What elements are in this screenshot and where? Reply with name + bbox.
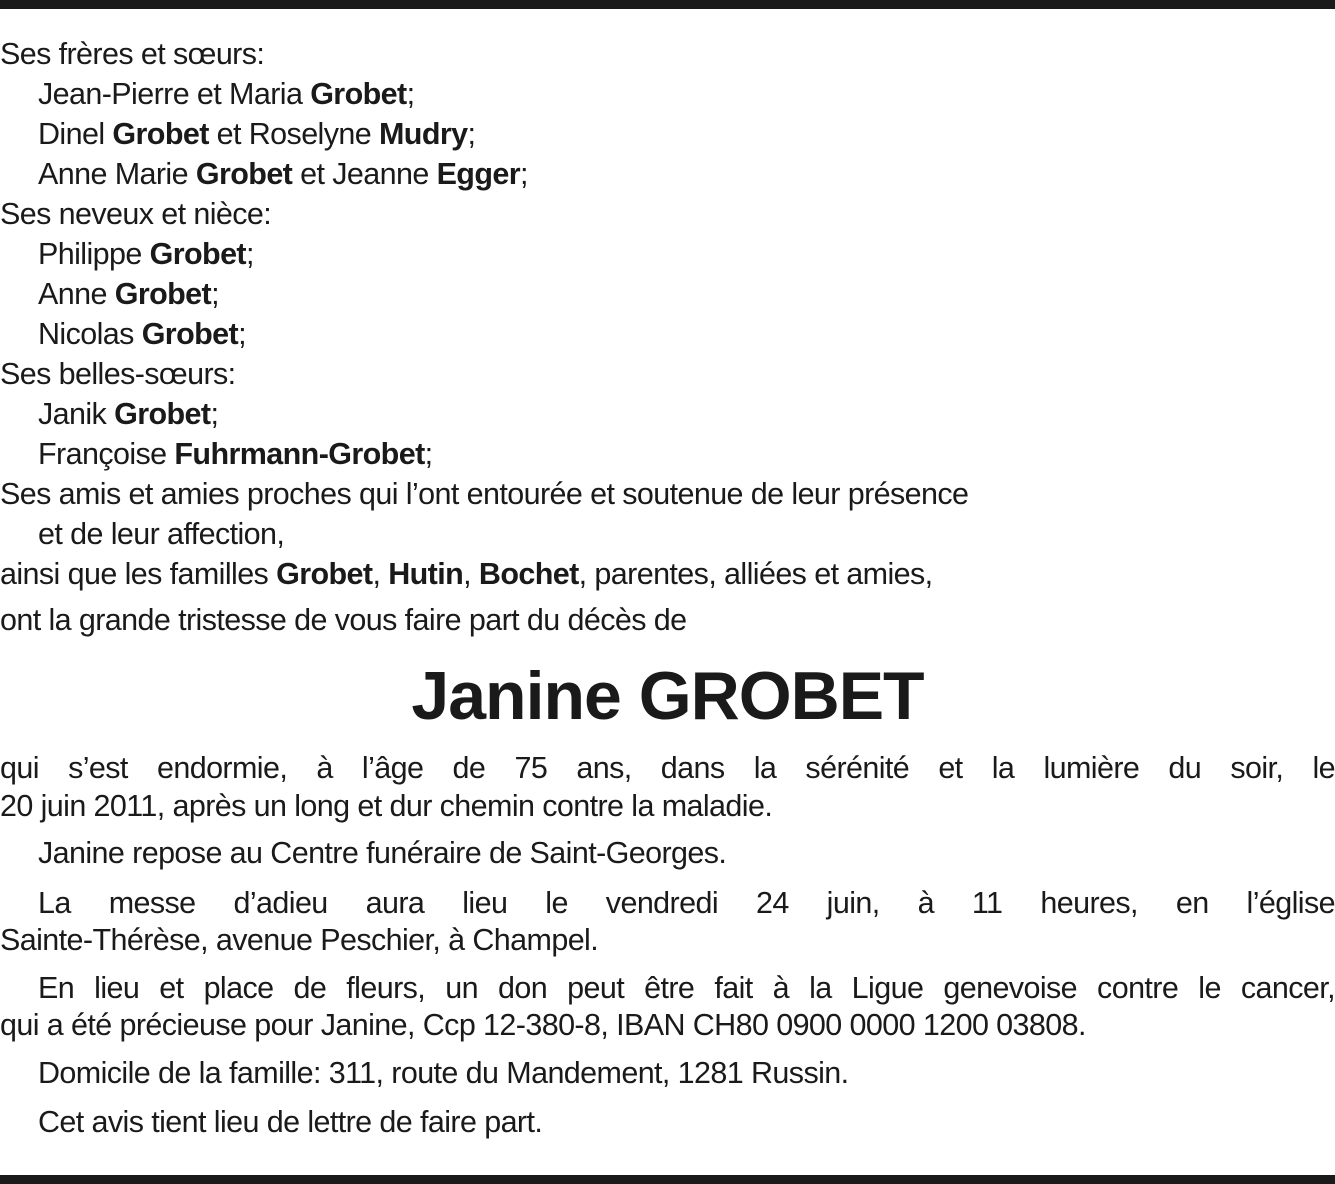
given-name: Nicolas — [38, 317, 134, 351]
nephews-heading: Ses neveux et nièce: — [0, 197, 272, 231]
surname: Grobet — [195, 157, 293, 191]
given-name: Philippe — [38, 237, 142, 271]
connector: et Jeanne — [300, 157, 429, 191]
given-names: Dinel — [38, 117, 105, 151]
closing-line: Cet avis tient lieu de lettre de faire part. — [38, 1105, 543, 1139]
domicile-line: Domicile de la famille: 311, route du Mandement, 1281 Russin. — [38, 1055, 849, 1090]
closing-paragraph — [0, 1104, 1335, 1142]
rest-paragraph — [0, 835, 1335, 873]
mass-paragraph — [0, 885, 1335, 960]
donation-line: qui a été précieuse pour Janine, Ccp 12-380-8, IBAN CH80 0900 0000 1200 03808. — [0, 1008, 1086, 1042]
rest-line: Janine repose au Centre funéraire de Saint-Georges. — [38, 836, 727, 870]
nephew-entry — [0, 234, 1335, 274]
sisters-in-law-heading: Ses belles-sœurs: — [0, 357, 236, 391]
surname: Fuhrmann-Grobet — [174, 437, 425, 471]
punctuation: ; — [238, 317, 246, 351]
sister-in-law-entry — [0, 434, 1335, 474]
domicile-paragraph — [0, 1055, 1335, 1093]
announcement: ont la grande tristesse de vous faire part du décès de — [0, 603, 687, 637]
family-name: Bochet — [478, 557, 579, 591]
surname: Mudry — [378, 117, 468, 151]
mass-line: La messe d’adieu aura lieu le vendredi 24 juin, à 11 heures, en l’église — [38, 885, 1335, 920]
surname: Grobet — [114, 397, 211, 431]
death-paragraph — [0, 750, 1335, 825]
punctuation: , — [463, 557, 472, 591]
mass-line: Sainte-Thérèse, avenue Peschier, à Champel. — [0, 923, 599, 957]
punctuation: ; — [245, 237, 254, 271]
given-name: Janik — [38, 397, 107, 431]
surname: Grobet — [310, 77, 407, 111]
connector: et Roselyne — [216, 117, 372, 151]
obituary-notice — [0, 34, 1335, 1154]
given-names: Anne Marie — [38, 157, 188, 191]
nephew-entry — [0, 314, 1335, 354]
given-name: Anne — [38, 277, 107, 311]
surname: Egger — [436, 157, 520, 191]
punctuation: ; — [424, 437, 433, 471]
family-name: Grobet — [276, 557, 373, 591]
bottom-rule — [0, 1175, 1335, 1184]
death-line: 20 juin 2011, après un long et dur chemin contre la maladie. — [0, 788, 773, 823]
sibling-entry — [0, 74, 1335, 114]
punctuation: ; — [211, 277, 219, 311]
nephew-entry — [0, 274, 1335, 314]
families-prefix: ainsi que les familles — [0, 557, 269, 591]
families-suffix: , parentes, alliées et amies, — [578, 557, 933, 591]
sister-in-law-entry — [0, 394, 1335, 434]
deceased-name: Janine GROBET — [411, 658, 924, 734]
donation-paragraph — [0, 970, 1335, 1045]
siblings-heading: Ses frères et sœurs: — [0, 37, 265, 71]
families-line — [0, 554, 1335, 594]
donation-line: En lieu et place de fleurs, un don peut être fait à la Ligue genevoise contre le cancer, — [38, 970, 1335, 1005]
friends-line: Ses amis et amies proches qui l’ont entourée et soutenue de leur présence — [0, 477, 969, 511]
punctuation: ; — [520, 157, 528, 191]
given-name: Françoise — [38, 437, 167, 471]
friends-line-continued: et de leur affection, — [38, 517, 285, 551]
punctuation: ; — [467, 117, 476, 151]
death-line: qui s’est endormie, à l’âge de 75 ans, dans la sérénité et la lumière du soir, le — [0, 751, 1335, 785]
surname: Grobet — [114, 277, 212, 311]
surname: Grobet — [149, 237, 246, 271]
sibling-entry — [0, 154, 1335, 194]
top-rule — [0, 0, 1335, 9]
surname: Grobet — [141, 317, 239, 351]
punctuation: ; — [210, 397, 219, 431]
punctuation: , — [372, 557, 381, 591]
given-names: Jean-Pierre et Maria — [38, 77, 303, 111]
punctuation: ; — [406, 77, 415, 111]
family-name: Hutin — [388, 557, 464, 591]
surname: Grobet — [112, 117, 209, 151]
sibling-entry — [0, 114, 1335, 154]
